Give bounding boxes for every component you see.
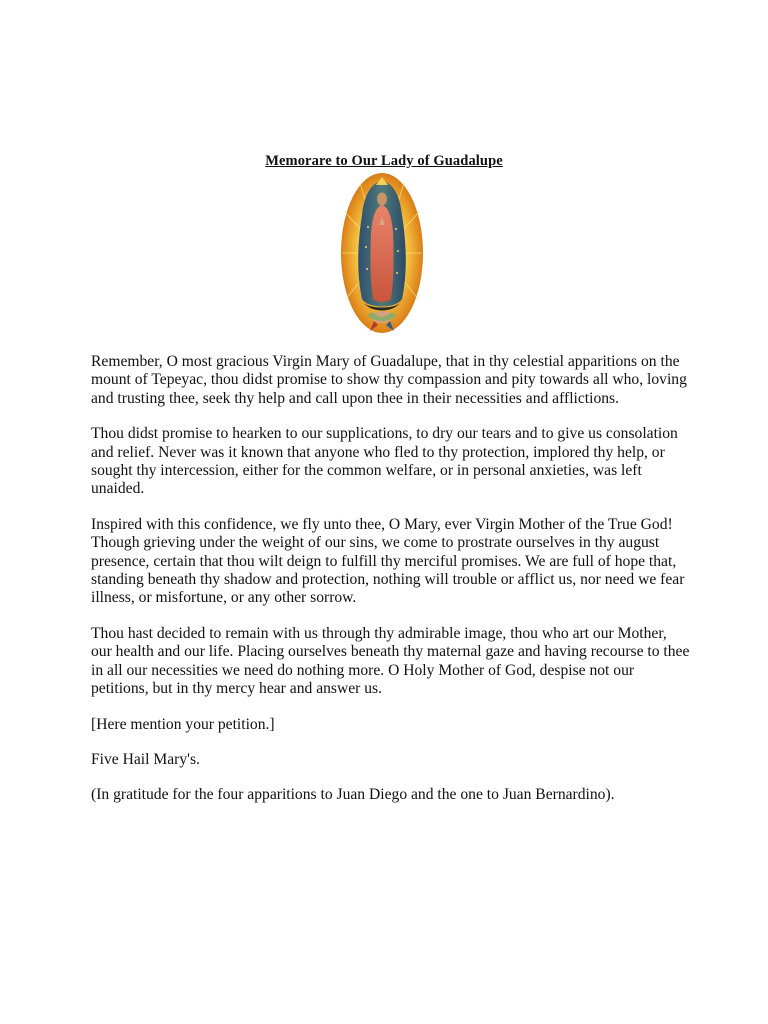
document-title: Memorare to Our Lady of Guadalupe [265, 153, 503, 169]
prayer-body [91, 353, 691, 822]
our-lady-of-guadalupe-image [340, 171, 424, 337]
paragraph-2: Thou didst promise to hearken to our supplications, to dry our tears and to give us consolation and relief. Never was it known that anyone who fled to thy protection, implored thy help, or sought thy intercession, either for the common welfare, or in personal anxieties, was left unaided. [91, 425, 678, 498]
hail-mary-instruction: Five Hail Mary's. [91, 750, 200, 768]
paragraph-3: Inspired with this confidence, we fly unto thee, O Mary, ever Virgin Mother of the True God! Though grieving under the weight of our sins, we come to prostrate ourselves in thy august presence, certain that thou wilt deign to fulfill thy merciful promises. We are full of hope that, standing beneath thy shadow and protection, nothing will trouble or afflict us, nor need we fear illness, or misfortune, or any other sorrow. [91, 515, 685, 607]
paragraph-4: Thou hast decided to remain with us through thy admirable image, thou who art our Mother, our health and our life. Placing ourselves beneath thy maternal gaze and having recourse to thee in all our necessities we need do nothing more. O Holy Mother of God, despise not our petitions, but in thy mercy hear and answer us. [91, 624, 690, 698]
gratitude-note: (In gratitude for the four apparitions to Juan Diego and the one to Juan Bernardino). [91, 786, 615, 804]
petition-instruction: [Here mention your petition.] [91, 715, 275, 733]
paragraph-1: Remember, O most gracious Virgin Mary of Guadalupe, that in thy celestial apparitions on the mount of Tepeyac, thou didst promise to show thy compassion and pity towards all who, loving and trusting thee, seek thy help and call upon thee in their necessities and afflictions. [91, 353, 687, 407]
